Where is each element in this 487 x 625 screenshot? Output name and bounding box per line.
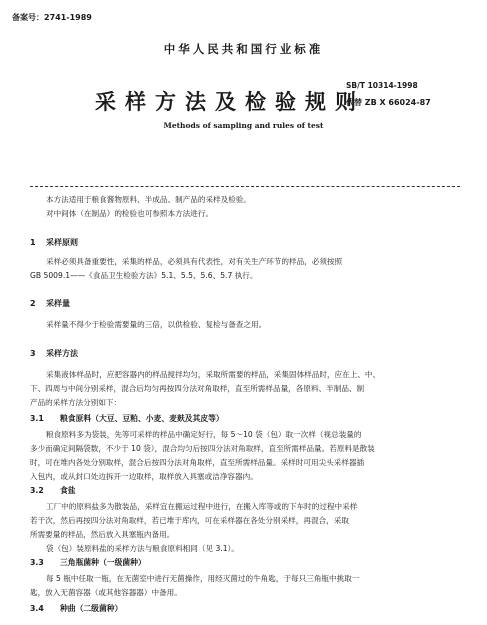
body-line: 采样必须具备重要性，采集的样品，必须具有代表性，对有关生产环节的样品，必须按照 xyxy=(46,257,343,266)
section-number: 2 xyxy=(30,299,36,308)
section-heading-3 xyxy=(30,348,78,359)
section-number: 3 xyxy=(30,349,36,358)
subsection-title: 食盐 xyxy=(60,486,76,495)
subsection-heading-3-1 xyxy=(30,413,224,424)
section-heading-1 xyxy=(30,237,78,248)
section-1-body xyxy=(30,255,458,283)
subsection-heading-3-3 xyxy=(30,557,146,568)
body-line: GB 5009.1——《食品卫生检验方法》5.1、5.5、5.6、5.7 执行。 xyxy=(30,271,258,280)
subsection-heading-3-2 xyxy=(30,485,76,496)
body-line: 袋（包）装原料盐的采样方法与粮食原料相同（见 3.1）。 xyxy=(46,544,239,553)
section-2-body xyxy=(30,318,458,332)
subsection-title: 粮食原料（大豆、豆粕、小麦、麦麸及其皮等） xyxy=(60,414,224,423)
scope-paragraph xyxy=(30,193,474,221)
section-title: 采样原则 xyxy=(46,238,78,247)
subsection-title: 三角瓶菌种（一级菌种） xyxy=(60,558,146,567)
subsection-3-1-body xyxy=(30,428,458,484)
body-line: 采样量不得少于检验需要量的三倍，以供检验、复检与备查之用。 xyxy=(46,320,267,329)
title-divider xyxy=(30,186,460,187)
replaced-standard: 代替 ZB X 66024-87 xyxy=(346,98,431,107)
scope-line: 对中间体（在制品）的检验也可参照本方法进行。 xyxy=(46,209,214,218)
body-line: 多少而确定间隔袋数，不少于 10 袋），混合均匀后按四分法对角取样，直至所需样品量。若原料是散装 xyxy=(30,444,375,453)
subsection-title: 种曲（二级菌种） xyxy=(60,604,123,613)
section-3-body xyxy=(30,368,458,410)
document-title: 采样方法及检验规则 xyxy=(95,90,365,114)
body-line: 下、四周与中间分别采样，混合后均匀再按四分法对角取样，直至所需样品量，各原料、半制品、制 xyxy=(30,384,365,393)
subsection-number: 3.4 xyxy=(30,604,44,613)
body-line: 若干次，然后再按四分法对角取样，若已堆于库内，可在采样器在各处分别采样，再混合，采取 xyxy=(30,516,349,525)
english-title: Methods of sampling and rules of test xyxy=(163,121,324,130)
standard-code: SB/T 10314-1998 xyxy=(346,81,418,90)
subsection-number: 3.1 xyxy=(30,414,44,423)
standard-type: 中华人民共和国行业标准 xyxy=(163,42,324,56)
body-line: 产品的采样方法分别如下： xyxy=(30,398,122,407)
section-title: 采样量 xyxy=(46,299,70,308)
section-title: 采样方法 xyxy=(46,349,78,358)
subsection-number: 3.2 xyxy=(30,486,44,495)
scope-line: 本方法适用于粮食酱物原料、半成品、制产品的采样及检验。 xyxy=(46,195,252,204)
subsection-3-3-body xyxy=(30,572,458,600)
standard-code-block xyxy=(346,80,431,108)
body-line: 所需要量的样品，然后放入具塞瓶内备用。 xyxy=(30,530,175,539)
body-line: 采集液体样品时，应把容器内的样品搅拌均匀，采取所需要的样品，采集固体样品时，应在上、中、 xyxy=(46,370,381,379)
subsection-heading-3-4 xyxy=(30,603,122,614)
body-line: 入包内，或从封口处边拆开一边取样，取样放入具塞或洁净容器内。 xyxy=(30,472,258,481)
subsection-3-2-body xyxy=(30,500,458,556)
body-line: 工厂中的原料盐多为散装品，采样宜在搬运过程中进行，在搬入库等或的下车时的过程中采样 xyxy=(46,502,358,511)
body-line: 时，可在堆内各处分别取样，混合后按四分法对角取样，直至所需样品量。采样时可用尖头采样器插 xyxy=(30,458,365,467)
body-line: 粮食原料多为袋装，先等可采样的样品中确定好行，每 5～10 袋（包）取一次样（视总装量的 xyxy=(46,430,362,439)
section-heading-2 xyxy=(30,298,70,309)
subsection-number: 3.3 xyxy=(30,558,44,567)
body-line: 每 5 瓶中任取一瓶，在无菌室中进行无菌操作，用经灭菌过的牛角匙，于每只三角瓶中挑取一 xyxy=(46,574,360,583)
record-number: 备案号：2741-1989 xyxy=(12,13,92,22)
body-line: 匙，放入无菌容器（或其他容器器）中备用。 xyxy=(30,588,182,597)
section-number: 1 xyxy=(30,238,36,247)
